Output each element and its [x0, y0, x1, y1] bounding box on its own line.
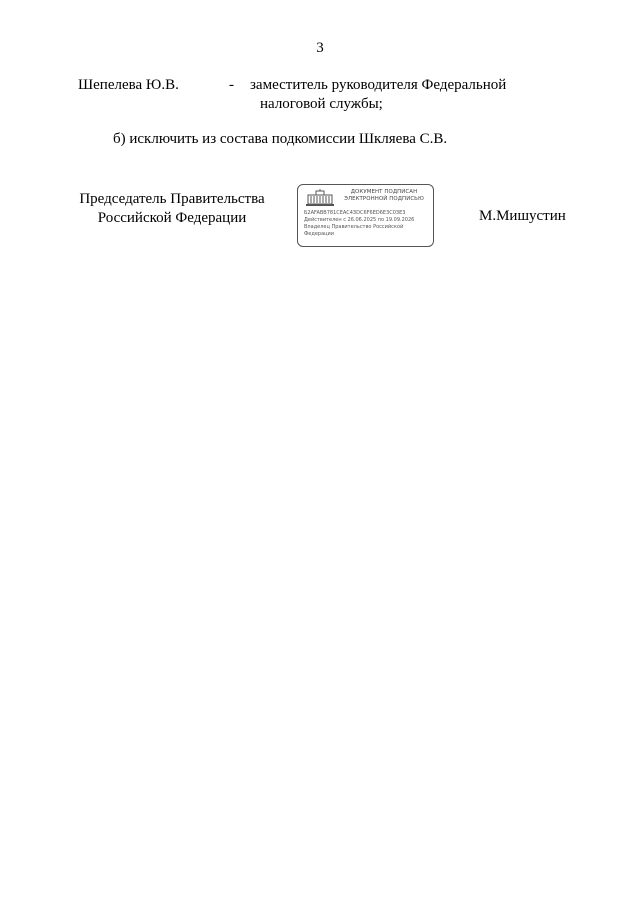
electronic-signature-stamp [297, 184, 434, 247]
member-entry [78, 76, 578, 116]
stamp-header [338, 189, 430, 203]
stamp-header-line1: ДОКУМЕНТ ПОДПИСАН [350, 189, 418, 195]
signatory-title-line1: Председатель Правительства [79, 191, 265, 207]
stamp-certificate: Б2AFABB781CEAC4ЗDC6F6ED6Е3C0ЗE3 [304, 210, 406, 216]
member-name: Шепелева Ю.В. [78, 77, 179, 93]
clause-b: б) исключить из состава подкомиссии Шкляева С.В. [113, 131, 448, 147]
signatory-title [76, 190, 268, 228]
government-building-icon [305, 189, 335, 207]
member-position-line1: заместитель руководителя Федеральной [250, 77, 507, 93]
stamp-header-line2: ЭЛЕКТРОННОЙ ПОДПИСЬЮ [344, 196, 424, 202]
member-position-line2: налоговой службы; [260, 96, 383, 112]
member-dash: - [229, 77, 234, 93]
stamp-validity: Действителен с 26.06.2025 по 19.09.2026 [304, 217, 415, 223]
stamp-owner-line1: Владелец Правительство Российской [304, 224, 404, 230]
signatory-title-line2: Российской Федерации [97, 210, 247, 226]
page-number: 3 [316, 40, 324, 56]
stamp-owner-line2: Федерации [304, 231, 335, 237]
member-position [250, 76, 550, 114]
signer-name: М.Мишустин [479, 208, 566, 224]
stamp-details [304, 210, 432, 238]
